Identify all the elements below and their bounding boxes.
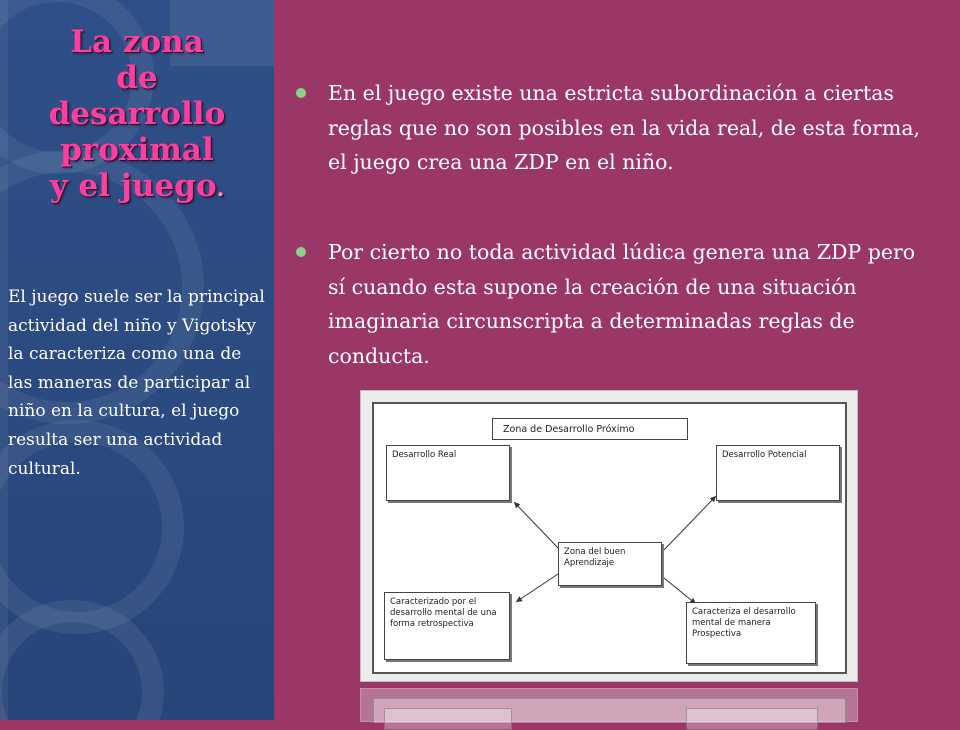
sidebar-paragraph: El juego suele ser la principal actividad del niño y Vigotsky la caracteriza como una de las maneras de participar al niño en la cultura, el juego resulta ser una actividad cultural. (8, 287, 265, 479)
title-line (0, 168, 274, 207)
bullet-item (296, 235, 926, 373)
node-zona-aprendizaje: Zona del buen Aprendizaje (558, 542, 662, 586)
title-line: proximal (60, 132, 214, 168)
arrow-to-potencial (664, 496, 716, 550)
reflection-canvas (372, 697, 847, 723)
diagram-reflection (360, 688, 858, 722)
bullet-text: En el juego existe una estricta subordinación a ciertas reglas que no son posibles en la vida real, de esta forma, el juego crea una ZDP en el niño. (328, 81, 921, 174)
bullet-text: Por cierto no toda actividad lúdica genera una ZDP pero sí cuando esta supone la creación de una situación imaginaria circunscripta a determinadas reglas de conducta. (328, 240, 916, 368)
bullet-item (296, 76, 926, 180)
title-line: de (116, 60, 158, 96)
reflection-box (384, 708, 512, 730)
arrow-to-real (514, 502, 560, 550)
title-last-words: y el juego (49, 168, 217, 204)
node-desarrollo-real: Desarrollo Real (386, 445, 510, 501)
title-line: La zona (70, 24, 204, 60)
reflection-box (686, 708, 818, 730)
slide-title (0, 24, 274, 207)
left-panel (0, 0, 274, 720)
node-desarrollo-potencial: Desarrollo Potencial (716, 445, 840, 501)
bullet-dot-icon (296, 88, 306, 98)
title-line: desarrollo (48, 96, 226, 132)
diagram-title: Zona de Desarrollo Próximo (492, 418, 688, 440)
decorative-circle (0, 600, 164, 720)
arrow-to-retrospectiva (516, 574, 558, 602)
bullet-dot-icon (296, 247, 306, 257)
title-dot: . (216, 176, 225, 202)
node-retrospectiva: Caracterizado por el desarrollo mental de una forma retrospectiva (384, 592, 510, 660)
diagram-canvas (372, 402, 847, 674)
arrow-to-prospectiva (664, 578, 696, 604)
node-prospectiva: Caracteriza el desarrollo mental de manera Prospectiva (686, 602, 816, 664)
zdp-diagram (360, 390, 858, 682)
